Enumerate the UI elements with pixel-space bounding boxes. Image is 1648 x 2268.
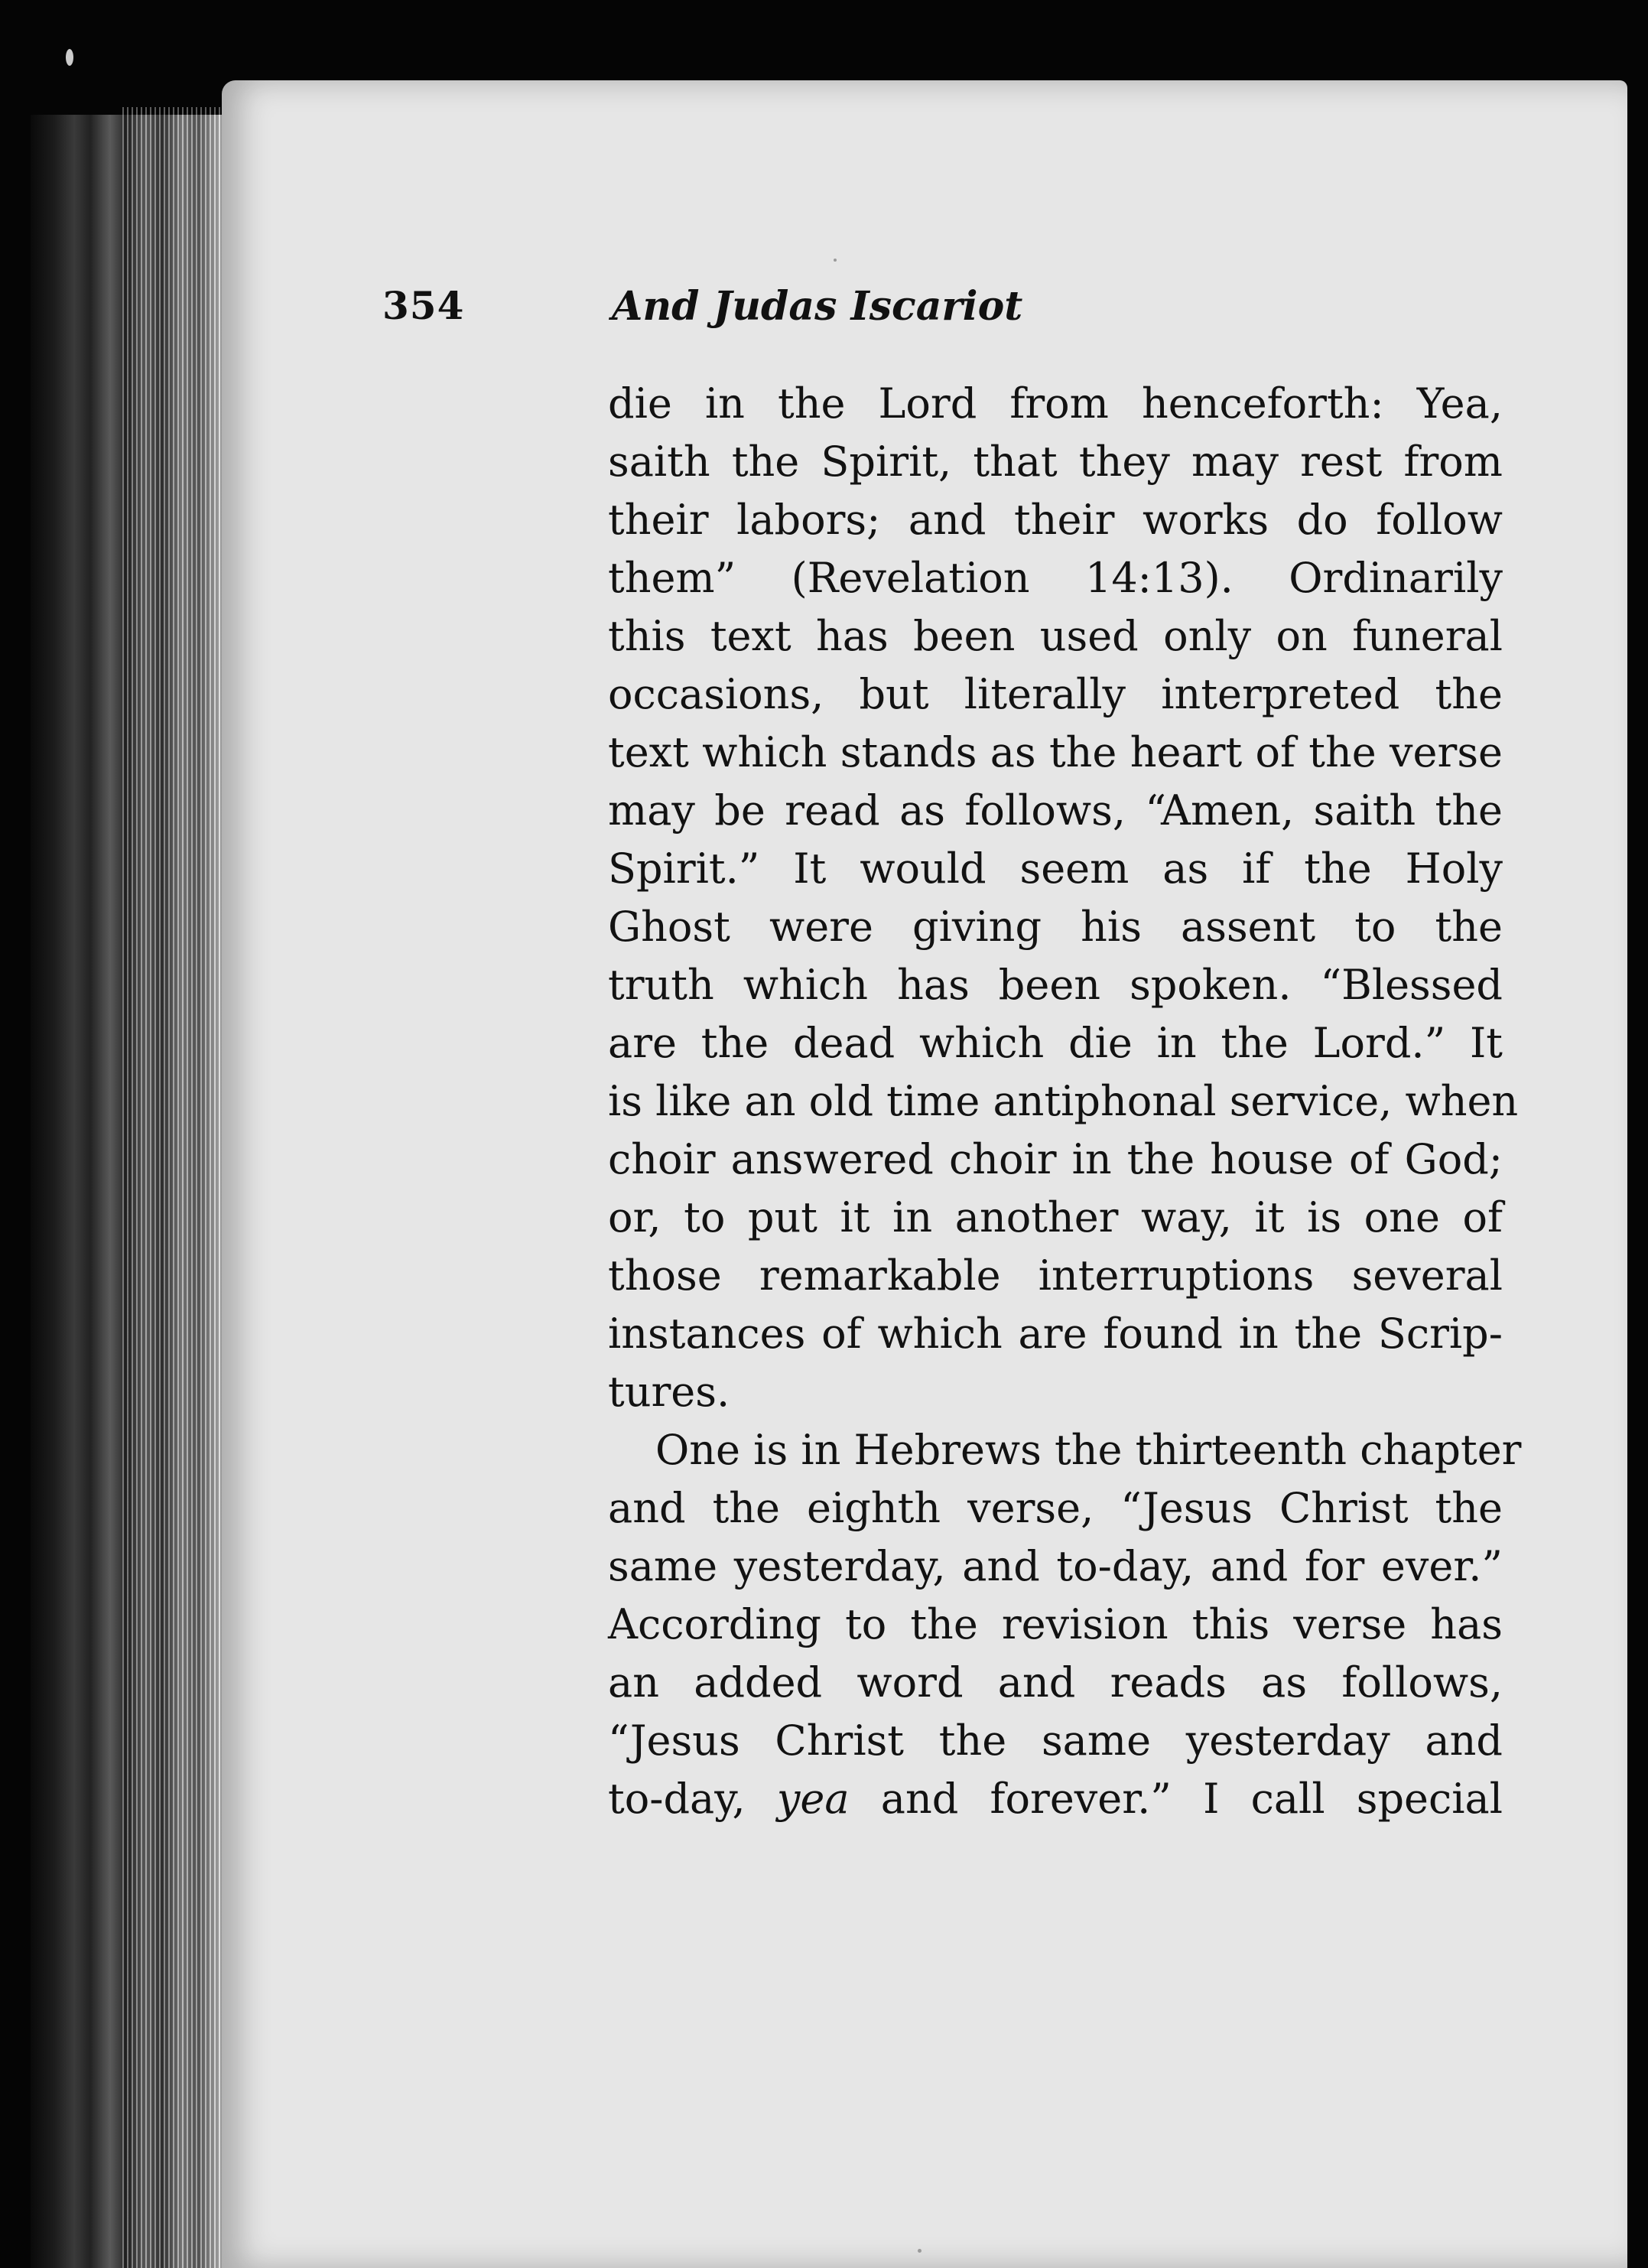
text-line: tures. (608, 1368, 730, 1416)
text-line: truth which has been spoken. “Blessed (608, 961, 1503, 1009)
text-line: Spirit.” It would seem as if the Holy (608, 844, 1503, 893)
text-line: die in the Lord from henceforth: Yea, (608, 379, 1503, 428)
text-line: instances of which are found in the Scrip- (608, 1310, 1503, 1358)
running-title: And Judas Iscariot (612, 283, 1023, 330)
scan-speck (66, 49, 73, 66)
text-line: Ghost were giving his assent to the (608, 903, 1503, 951)
paragraph-2 (608, 1421, 1522, 1828)
text-line: may be read as follows, “Amen, saith the (608, 786, 1503, 835)
text-line: One is in Hebrews the thirteenth chapter (655, 1426, 1522, 1474)
scan-speck (918, 2249, 922, 2253)
paragraph-1 (608, 375, 1519, 1421)
text-line: is like an old time antiphonal service, when (608, 1077, 1519, 1125)
text-line: or, to put it in another way, it is one of (608, 1193, 1503, 1241)
text-line: choir answered choir in the house of God; (608, 1135, 1503, 1183)
text-run: to-day, (608, 1775, 777, 1823)
text-line: an added word and reads as follows, (608, 1658, 1503, 1707)
text-line: occasions, but literally interpreted the (608, 670, 1503, 718)
text-line: this text has been used only on funeral (608, 612, 1503, 660)
text-line: are the dead which die in the Lord.” It (608, 1019, 1503, 1067)
text-line (608, 1770, 1503, 1828)
text-line: saith the Spirit, that they may rest from (608, 438, 1503, 486)
text-line: text which stands as the heart of the verse (608, 728, 1503, 776)
running-head (382, 283, 1300, 344)
text-line: their labors; and their works do follow (608, 496, 1503, 544)
text-line: them” (Revelation 14:13). Ordinarily (608, 554, 1503, 602)
page-number: 354 (382, 283, 465, 328)
text-line: “Jesus Christ the same yesterday and (608, 1716, 1503, 1765)
text-line: those remarkable interruptions several (608, 1251, 1503, 1300)
page-edges (122, 107, 229, 2268)
text-line: same yesterday, and to-day, and for ever.” (608, 1542, 1503, 1590)
text-line: According to the revision this verse has (608, 1600, 1503, 1648)
scan-speck (834, 259, 837, 262)
body-text (608, 375, 1522, 1828)
text-line: and the eighth verse, “Jesus Christ the (608, 1484, 1503, 1532)
text-run: and forever.” I call special (849, 1775, 1503, 1823)
italic-word: yea (776, 1775, 850, 1823)
